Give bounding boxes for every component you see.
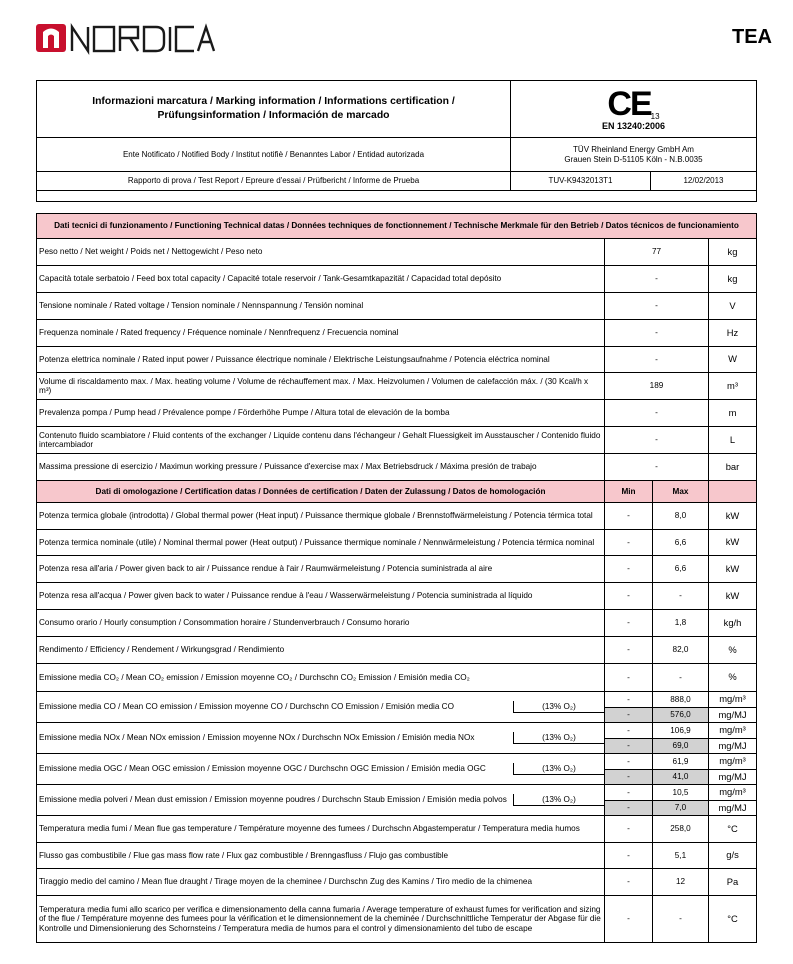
row-unit: kg [709,239,757,266]
row-unit: % [709,637,757,664]
table-row [37,320,757,347]
row-unit: V [709,293,757,320]
row-value: 77 [605,239,709,266]
table-row [37,427,757,454]
table-row [37,723,757,739]
certification-rows-2 [37,816,757,943]
row-label: Volume di riscaldamento max. / Max. heating volume / Volume de réchauffement max. / Max. Heizvolumen / Volumen de calefacción máx. / (30 Kcal/h x m³) [37,373,605,400]
row-min: - [605,816,653,843]
emission-max-mg-mj: 7,0 [653,801,709,816]
emission-unit-mg-mj: mg/MJ [709,739,757,754]
table-row [37,266,757,293]
nordica-wordmark [72,27,214,51]
emission-unit-mg-m3: mg/m³ [709,723,757,739]
row-label: Massima pressione di esercizio / Maximun working pressure / Puissance d'exercise max / Max Betriebsdruck / Máxima presión de trabajo [37,454,605,481]
row-unit: kW [709,503,757,530]
emission-unit-mg-mj: mg/MJ [709,770,757,785]
table-row [37,583,757,610]
row-label: Prevalenza pompa / Pump head / Prévalence pompe / Förderhöhe Pumpe / Altura total de elevación de la bomba [37,400,605,427]
row-unit: L [709,427,757,454]
row-unit: kW [709,530,757,556]
row-value: - [605,347,709,373]
certification-rows [37,503,757,692]
ce-year: 13 [650,111,660,121]
emission-label-text: Emissione media CO / Mean CO emission / Emission moyenne CO / Durchschn CO Emission / Emisión media CO [39,701,454,711]
row-label: Potenza resa all'aria / Power given back to air / Puissance rendue à l'air / Raumwärmeleistung / Potencia suministrada al aire [37,556,605,583]
row-min: - [605,843,653,869]
notified-body-label: Ente Notificato / Notified Body / Institut notifiè / Benanntes Labor / Entidad autorizada [37,138,511,172]
row-unit: kg/h [709,610,757,637]
ce-standard: EN 13240:2006 [601,120,666,131]
technical-rows [37,239,757,481]
emission-min-mg-mj: - [605,770,653,785]
emission-reference: (13% O₂) [513,794,604,806]
row-value: - [605,293,709,320]
table-row [37,556,757,583]
nordica-flame-icon [36,24,66,52]
emission-rows [37,692,757,816]
emission-min-mg-m3: - [605,692,653,708]
row-label: Potenza termica nominale (utile) / Nominal thermal power (Heat output) / Puissance thermique nominale / Nennwärmeleistung / Potencia térmica nominal [37,530,605,556]
technical-table [36,213,757,943]
row-max: 6,6 [653,530,709,556]
emission-label [37,723,605,754]
row-label: Contenuto fluido scambiatore / Fluid contents of the exchanger / Liquide contenu dans l'échangeur / Gehalt Fluessigkeit im Ausstauscher / Contenido fluido intercambiador [37,427,605,454]
row-unit: bar [709,454,757,481]
row-min: - [605,869,653,896]
table-row [37,816,757,843]
emission-reference: (13% O₂) [513,763,604,775]
test-report-number: TUV-K9432013T1 [511,172,651,191]
row-unit: g/s [709,843,757,869]
row-unit: °C [709,896,757,943]
product-name: TEA [732,26,772,48]
min-header: Min [605,481,653,503]
emission-max-mg-m3: 888,0 [653,692,709,708]
ce-cell [511,81,757,138]
emission-max-mg-mj: 576,0 [653,708,709,723]
row-max: 5,1 [653,843,709,869]
row-label: Potenza elettrica nominale / Rated input power / Puissance électrique nominale / Elektrische Leistungsaufnahme / Potencia eléctrica nominal [37,347,605,373]
row-value: - [605,320,709,347]
technical-title: Dati tecnici di funzionamento / Functioning Technical datas / Données techniques de fonctionnement / Technische Merkmale für den Betrieb / Datos técnicos de funcionamiento [37,214,757,239]
row-label: Potenza resa all'acqua / Power given back to water / Puissance rendue à l'eau / Wasserwärmeleistung / Potencia suministrada al líquido [37,583,605,610]
row-max: 6,6 [653,556,709,583]
table-row [37,239,757,266]
row-label: Potenza termica globale (introdotta) / Global thermal power (Heat input) / Puissance thermique globale / Brennstoffwärmeleistung / Potencia térmica total [37,503,605,530]
row-unit: Hz [709,320,757,347]
row-label: Tiraggio medio del camino / Mean flue draught / Tirage moyen de la cheminee / Durchschn Zug des Kamins / Tiro medio de la chimenea [37,869,605,896]
row-label: Flusso gas combustibile / Flue gas mass flow rate / Flux gaz combustible / Brenngasfluss / Flujo gas combustible [37,843,605,869]
notified-body-value: TÜV Rheinland Energy GmbH Am Grauen Stein D-51105 Köln - N.B.0035 [511,138,757,172]
table-row [37,454,757,481]
table-row [37,400,757,427]
row-min: - [605,530,653,556]
row-value: - [605,400,709,427]
table-row [37,869,757,896]
marking-table [36,80,757,202]
emission-label-text: Emissione media NOx / Mean NOx emission / Emission moyenne NOx / Durchschn NOx Emission / Emisión media NOx [39,732,475,742]
table-row [37,637,757,664]
test-report-date: 12/02/2013 [651,172,757,191]
row-value: - [605,266,709,293]
table-row [37,896,757,943]
row-label: Consumo orario / Hourly consumption / Consommation horaire / Stundenverbrauch / Consumo horario [37,610,605,637]
emission-min-mg-mj: - [605,708,653,723]
emission-max-mg-m3: 61,9 [653,754,709,770]
certification-title: Dati di omologazione / Certification datas / Données de certification / Daten der Zulassung / Datos de homologación [37,481,605,503]
marking-title-line2: Prüfungsinformation / Información de marcado [157,110,390,121]
row-min: - [605,664,653,692]
row-min: - [605,610,653,637]
emission-label-text: Emissione media polveri / Mean dust emission / Emission moyenne poudres / Durchschn Staub Emission / Emisión media polvos [39,794,507,804]
row-label: Frequenza nominale / Rated frequency / Fréquence nominale / Nennfrequenz / Frecuencia nominal [37,320,605,347]
ce-mark: CE [607,84,651,123]
nordica-logo [36,21,216,55]
row-unit: kW [709,556,757,583]
table-row [37,692,757,708]
max-header: Max [653,481,709,503]
row-max: 8,0 [653,503,709,530]
row-min: - [605,556,653,583]
table-row [37,664,757,692]
row-max: - [653,896,709,943]
emission-min-mg-m3: - [605,754,653,770]
row-max: - [653,664,709,692]
row-max: 1,8 [653,610,709,637]
row-min: - [605,896,653,943]
row-label: Rendimento / Efficiency / Rendement / Wirkungsgrad / Rendimiento [37,637,605,664]
row-label: Emissione media CO₂ / Mean CO₂ emission / Emission moyenne CO₂ / Durchschn CO₂ Emission / Emisión media CO₂ [37,664,605,692]
row-label: Temperatura media fumi / Mean flue gas temperature / Température moyenne des fumees / Durchschn Abgastemperatur / Temperatura media humos [37,816,605,843]
row-unit: kg [709,266,757,293]
emission-max-mg-mj: 41,0 [653,770,709,785]
row-value: - [605,427,709,454]
emission-unit-mg-m3: mg/m³ [709,785,757,801]
emission-reference: (13% O₂) [513,732,604,744]
emission-label [37,754,605,785]
row-value: - [605,454,709,481]
test-report-label: Rapporto di prova / Test Report / Epreure d'essai / Prüfbericht / Informe de Prueba [37,172,511,191]
table-row [37,785,757,801]
row-max: 12 [653,869,709,896]
row-unit: °C [709,816,757,843]
emission-max-mg-m3: 106,9 [653,723,709,739]
table-row [37,293,757,320]
row-label: Tensione nominale / Rated voltage / Tension nominale / Nennspannung / Tensión nominal [37,293,605,320]
table-row [37,843,757,869]
row-unit: W [709,347,757,373]
row-value: 189 [605,373,709,400]
marking-spacer [37,191,757,202]
emission-min-mg-mj: - [605,739,653,754]
row-unit: kW [709,583,757,610]
emission-reference: (13% O₂) [513,701,604,713]
table-row [37,610,757,637]
row-min: - [605,503,653,530]
table-row [37,754,757,770]
emission-unit-mg-mj: mg/MJ [709,708,757,723]
emission-label [37,785,605,816]
row-max: - [653,583,709,610]
row-unit: m³ [709,373,757,400]
table-row [37,530,757,556]
marking-title-line1: Informazioni marcatura / Marking information / Informations certification / [92,96,455,108]
row-unit: m [709,400,757,427]
emission-min-mg-m3: - [605,785,653,801]
row-unit: % [709,664,757,692]
row-label: Capacità totale serbatoio / Feed box total capacity / Capacité totale reservoir / Tank-Gesamtkapazität / Capacidad total depósito [37,266,605,293]
emission-unit-mg-m3: mg/m³ [709,692,757,708]
emission-label [37,692,605,723]
row-max: 82,0 [653,637,709,664]
marking-title [37,81,511,138]
row-label: Peso netto / Net weight / Poids net / Nettogewicht / Peso neto [37,239,605,266]
row-min: - [605,583,653,610]
row-min: - [605,637,653,664]
table-row [37,347,757,373]
row-label: Temperatura media fumi allo scarico per verifica e dimensionamento della canna fumaria / Average temperature of exhaust fumes for verification and sizing of the flue / Température moyenne des fumees pour la vérification et le dimensionnement de la cheminée / Durchschnittliche Temperatur der Abgase für die Kontrolle und Dimensionierung des Schornsteins / Temperatura media de humos para el control y dimensionamiento del tubo de escape [37,896,605,943]
emission-unit-mg-m3: mg/m³ [709,754,757,770]
table-row [37,373,757,400]
emission-min-mg-mj: - [605,801,653,816]
emission-unit-mg-mj: mg/MJ [709,801,757,816]
emission-min-mg-m3: - [605,723,653,739]
emission-label-text: Emissione media OGC / Mean OGC emission / Emission moyenne OGC / Durchschn OGC Emission / Emisión media OGC [39,763,486,773]
row-unit: Pa [709,869,757,896]
row-max: 258,0 [653,816,709,843]
emission-max-mg-mj: 69,0 [653,739,709,754]
table-row [37,503,757,530]
emission-max-mg-m3: 10,5 [653,785,709,801]
unit-header [709,481,757,503]
